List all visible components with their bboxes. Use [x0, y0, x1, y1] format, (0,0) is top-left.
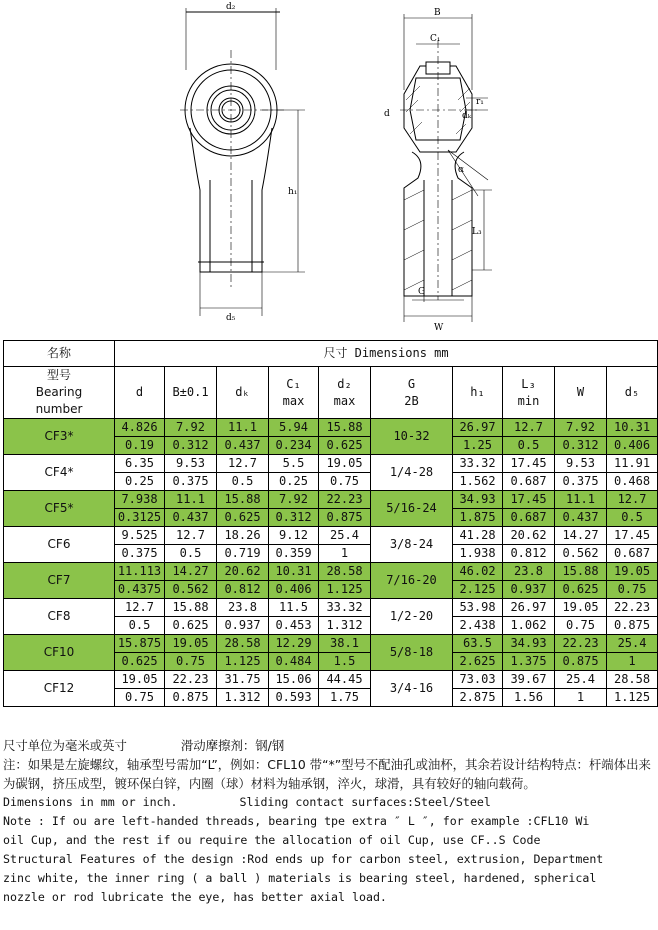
value-cell: 14.27 [555, 527, 607, 545]
model-cell: CF6 [4, 527, 115, 563]
value-cell: 0.5 [503, 437, 555, 455]
column-header-sub: max [282, 393, 305, 408]
value-cell: 0.437 [217, 437, 269, 455]
column-header [555, 367, 607, 419]
table-row [4, 635, 658, 653]
value-cell: 15.06 [269, 671, 319, 689]
model-header-line: number [35, 402, 83, 416]
value-cell: 41.28 [453, 527, 503, 545]
value-cell: 0.25 [269, 473, 319, 491]
value-cell: 15.875 [115, 635, 165, 653]
label-d: d [384, 109, 390, 119]
value-cell: 1.875 [453, 509, 503, 527]
column-header-sub: max [333, 393, 356, 408]
value-cell: 11.5 [269, 599, 319, 617]
column-header-main: C₁ [286, 376, 301, 391]
lube-cn: 滑动摩擦剂：钢/钢 [180, 738, 285, 753]
value-cell: 0.312 [269, 509, 319, 527]
column-header-main: h₁ [470, 385, 485, 399]
value-cell: 31.75 [217, 671, 269, 689]
label-r1: r₁ [476, 97, 484, 107]
value-cell: 1.125 [319, 581, 371, 599]
value-cell: 7.92 [269, 491, 319, 509]
value-cell: 2.875 [453, 689, 503, 707]
value-cell: 19.05 [555, 599, 607, 617]
value-cell: 11.113 [115, 563, 165, 581]
value-cell: 17.45 [503, 455, 555, 473]
value-cell: 0.687 [607, 545, 658, 563]
value-cell: 0.359 [269, 545, 319, 563]
value-cell: 1.062 [503, 617, 555, 635]
column-header [115, 367, 165, 419]
thread-cell: 1/2-20 [371, 599, 453, 635]
value-cell: 0.719 [217, 545, 269, 563]
model-cell: CF5* [4, 491, 115, 527]
value-cell: 9.525 [115, 527, 165, 545]
value-cell: 0.437 [555, 509, 607, 527]
value-cell: 22.23 [165, 671, 217, 689]
table-body [4, 419, 658, 707]
dimension-table [3, 340, 658, 707]
value-cell: 0.25 [115, 473, 165, 491]
value-cell: 0.875 [607, 617, 658, 635]
value-cell: 9.53 [165, 455, 217, 473]
note-cn: 注：如果是左旋螺纹，轴承型号需加“L”，例如：CFL10 带“*”型号不配油孔或油杯，其余若设计结构特点：杆端体出来为碳钢，挤压成型，镀环保白锌，内圈（球）材料为轴承钢，淬火，球滑，具有较好的轴向载荷。 [3, 757, 651, 791]
value-cell: 0.75 [165, 653, 217, 671]
value-cell: 0.75 [115, 689, 165, 707]
value-cell: 17.45 [503, 491, 555, 509]
value-cell: 19.05 [607, 563, 658, 581]
front-view [180, 8, 305, 316]
value-cell: 1.562 [453, 473, 503, 491]
value-cell: 0.5 [607, 509, 658, 527]
value-cell: 19.05 [115, 671, 165, 689]
value-cell: 34.93 [503, 635, 555, 653]
column-header [607, 367, 658, 419]
column-header-main: W [576, 385, 585, 399]
label-B: B [434, 8, 441, 18]
value-cell: 9.12 [269, 527, 319, 545]
value-cell: 0.562 [165, 581, 217, 599]
label-h1: h₁ [288, 187, 298, 197]
column-header [269, 367, 319, 419]
note-en-3: Structural Features of the design :Rod ends up for carbon steel, extrusion, Department [3, 852, 604, 866]
units-line [3, 736, 655, 755]
dimensions-header: 尺寸 Dimensions mm [115, 341, 658, 367]
label-L3: L₃ [472, 227, 482, 237]
thread-cell: 3/8-24 [371, 527, 453, 563]
column-header-main: d₅ [624, 385, 640, 399]
value-cell: 0.812 [503, 545, 555, 563]
note-en-1: Note : If ou are left-handed threads, bearing tpe extra ″ L ″, for example :CFL10 Wi [3, 814, 590, 828]
value-cell: 1.375 [503, 653, 555, 671]
value-cell: 33.32 [453, 455, 503, 473]
value-cell: 18.26 [217, 527, 269, 545]
value-cell: 7.92 [555, 419, 607, 437]
value-cell: 0.625 [555, 581, 607, 599]
value-cell: 15.88 [555, 563, 607, 581]
value-cell: 15.88 [165, 599, 217, 617]
value-cell: 12.7 [217, 455, 269, 473]
value-cell: 0.812 [217, 581, 269, 599]
value-cell: 7.938 [115, 491, 165, 509]
value-cell: 0.593 [269, 689, 319, 707]
value-cell: 0.484 [269, 653, 319, 671]
value-cell: 0.312 [555, 437, 607, 455]
value-cell: 44.45 [319, 671, 371, 689]
value-cell: 1 [607, 653, 658, 671]
value-cell: 0.625 [165, 617, 217, 635]
value-cell: 0.5 [165, 545, 217, 563]
model-cell: CF8 [4, 599, 115, 635]
value-cell: 12.7 [607, 491, 658, 509]
column-header [165, 367, 217, 419]
value-cell: 1.5 [319, 653, 371, 671]
name-header: 名称 [4, 341, 115, 367]
value-cell: 10.31 [607, 419, 658, 437]
value-cell: 0.5 [115, 617, 165, 635]
value-cell: 0.937 [503, 581, 555, 599]
model-header-line: Bearing [35, 385, 83, 399]
label-d5: d₅ [226, 313, 236, 323]
value-cell: 53.98 [453, 599, 503, 617]
model-header-line: 型号 [46, 368, 71, 382]
value-cell: 63.5 [453, 635, 503, 653]
value-cell: 15.88 [217, 491, 269, 509]
model-cell: CF10 [4, 635, 115, 671]
value-cell: 0.625 [319, 437, 371, 455]
value-cell: 33.32 [319, 599, 371, 617]
units-cn: 尺寸单位为毫米或英寸 [3, 738, 127, 753]
value-cell: 5.5 [269, 455, 319, 473]
value-cell: 0.453 [269, 617, 319, 635]
value-cell: 17.45 [607, 527, 658, 545]
value-cell: 22.23 [607, 599, 658, 617]
thread-cell: 1/4-28 [371, 455, 453, 491]
value-cell: 0.375 [115, 545, 165, 563]
value-cell: 1.25 [453, 437, 503, 455]
value-cell: 12.7 [165, 527, 217, 545]
table-row [4, 455, 658, 473]
value-cell: 2.438 [453, 617, 503, 635]
lube-en: Sliding contact surfaces:Steel/Steel [239, 795, 491, 809]
value-cell: 0.437 [165, 509, 217, 527]
value-cell: 11.1 [165, 491, 217, 509]
thread-cell: 7/16-20 [371, 563, 453, 599]
value-cell: 1.125 [217, 653, 269, 671]
value-cell: 25.4 [607, 635, 658, 653]
column-header-main: B±0.1 [172, 385, 209, 399]
value-cell: 1.56 [503, 689, 555, 707]
value-cell: 0.234 [269, 437, 319, 455]
value-cell: 22.23 [319, 491, 371, 509]
thread-cell: 5/16-24 [371, 491, 453, 527]
value-cell: 19.05 [319, 455, 371, 473]
value-cell: 23.8 [217, 599, 269, 617]
value-cell: 26.97 [453, 419, 503, 437]
value-cell: 34.93 [453, 491, 503, 509]
value-cell: 20.62 [503, 527, 555, 545]
units-en-line [3, 793, 655, 812]
notes-block [3, 736, 655, 907]
thread-cell: 10-32 [371, 419, 453, 455]
thread-cell: 5/8-18 [371, 635, 453, 671]
value-cell: 28.58 [319, 563, 371, 581]
value-cell: 19.05 [165, 635, 217, 653]
value-cell: 9.53 [555, 455, 607, 473]
column-header [371, 367, 453, 419]
value-cell: 2.125 [453, 581, 503, 599]
value-cell: 11.1 [217, 419, 269, 437]
value-cell: 1.125 [607, 689, 658, 707]
value-cell: 38.1 [319, 635, 371, 653]
note-en-4: zinc white, the inner ring ( a ball ) materials is bearing steel, hardened, spherical [3, 871, 597, 885]
table-row [4, 599, 658, 617]
value-cell: 1.75 [319, 689, 371, 707]
value-cell: 0.687 [503, 473, 555, 491]
value-cell: 0.406 [269, 581, 319, 599]
column-header-main: dₖ [235, 385, 250, 399]
value-cell: 0.562 [555, 545, 607, 563]
value-cell: 11.1 [555, 491, 607, 509]
column-header-main: G [407, 376, 416, 391]
value-cell: 0.875 [319, 509, 371, 527]
column-header-main: d [135, 385, 144, 399]
model-header [4, 367, 115, 419]
label-W: W [434, 323, 444, 333]
column-header-main: L₃ [521, 376, 536, 391]
units-en: Dimensions in mm or inch. [3, 795, 178, 809]
label-alpha: α [458, 165, 465, 175]
label-d2: d₂ [226, 2, 236, 12]
value-cell: 25.4 [555, 671, 607, 689]
column-header-sub: 2B [404, 393, 419, 408]
value-cell: 10.31 [269, 563, 319, 581]
value-cell: 0.5 [217, 473, 269, 491]
side-section-view [400, 14, 492, 322]
value-cell: 28.58 [217, 635, 269, 653]
value-cell: 12.7 [115, 599, 165, 617]
model-cell: CF4* [4, 455, 115, 491]
value-cell: 14.27 [165, 563, 217, 581]
column-header [453, 367, 503, 419]
value-cell: 1.938 [453, 545, 503, 563]
value-cell: 1.312 [319, 617, 371, 635]
value-cell: 0.4375 [115, 581, 165, 599]
model-cell: CF7 [4, 563, 115, 599]
value-cell: 11.91 [607, 455, 658, 473]
value-cell: 25.4 [319, 527, 371, 545]
column-header-main: d₂ [337, 376, 352, 391]
label-C1: C₁ [430, 34, 441, 44]
value-cell: 0.312 [165, 437, 217, 455]
value-cell: 1 [555, 689, 607, 707]
column-header [503, 367, 555, 419]
value-cell: 0.625 [115, 653, 165, 671]
value-cell: 0.375 [165, 473, 217, 491]
value-cell: 0.375 [555, 473, 607, 491]
value-cell: 46.02 [453, 563, 503, 581]
value-cell: 26.97 [503, 599, 555, 617]
value-cell: 0.406 [607, 437, 658, 455]
value-cell: 2.625 [453, 653, 503, 671]
value-cell: 0.937 [217, 617, 269, 635]
value-cell: 23.8 [503, 563, 555, 581]
table-row [4, 527, 658, 545]
value-cell: 1 [319, 545, 371, 563]
value-cell: 5.94 [269, 419, 319, 437]
value-cell: 0.3125 [115, 509, 165, 527]
column-header [217, 367, 269, 419]
label-dk: dₖ [462, 111, 472, 121]
table-row [4, 491, 658, 509]
label-G: G [418, 287, 426, 297]
value-cell: 15.88 [319, 419, 371, 437]
column-header-sub: min [517, 393, 540, 408]
note-en-5: nozzle or rod lubricate the eye, has better axial load. [3, 890, 387, 904]
value-cell: 20.62 [217, 563, 269, 581]
value-cell: 4.826 [115, 419, 165, 437]
note-en-2: oil Cup, and the rest if ou require the allocation of oil Cup, use CF..S Code [3, 833, 541, 847]
value-cell: 6.35 [115, 455, 165, 473]
value-cell: 0.875 [165, 689, 217, 707]
value-cell: 0.468 [607, 473, 658, 491]
value-cell: 0.687 [503, 509, 555, 527]
table-row [4, 671, 658, 689]
value-cell: 1.312 [217, 689, 269, 707]
column-header [319, 367, 371, 419]
value-cell: 22.23 [555, 635, 607, 653]
value-cell: 28.58 [607, 671, 658, 689]
value-cell: 0.75 [319, 473, 371, 491]
value-cell: 7.92 [165, 419, 217, 437]
value-cell: 0.75 [555, 617, 607, 635]
value-cell: 12.7 [503, 419, 555, 437]
value-cell: 0.875 [555, 653, 607, 671]
value-cell: 0.625 [217, 509, 269, 527]
value-cell: 39.67 [503, 671, 555, 689]
value-cell: 0.75 [607, 581, 658, 599]
model-cell: CF3* [4, 419, 115, 455]
value-cell: 0.19 [115, 437, 165, 455]
value-cell: 12.29 [269, 635, 319, 653]
model-cell: CF12 [4, 671, 115, 707]
value-cell: 73.03 [453, 671, 503, 689]
rod-end-technical-drawing [0, 0, 658, 338]
thread-cell: 3/4-16 [371, 671, 453, 707]
table-row [4, 563, 658, 581]
table-row [4, 419, 658, 437]
